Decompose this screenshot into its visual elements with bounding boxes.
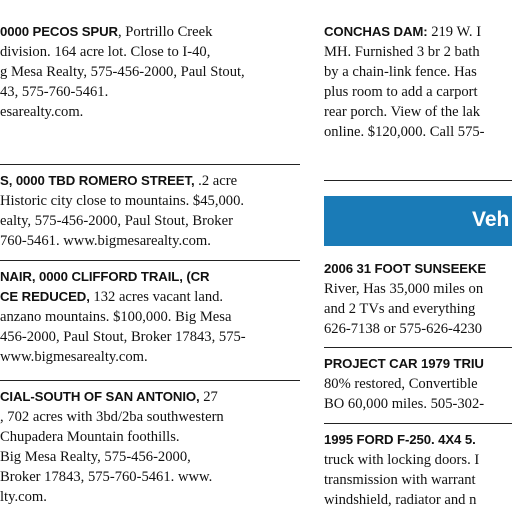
divider (324, 180, 512, 181)
listing-conchas-dam: CONCHAS DAM: 219 W. I MH. Furnished 3 br 2 bath by a chain-link fence. Has plus room to add a carport rear porch. View of the lak online. $120,000. Call 575- (324, 24, 485, 140)
listing-heading: CE REDUCED, (0, 289, 90, 304)
listing-heading: PROJECT CAR 1979 TRIU (324, 356, 484, 371)
right-column (324, 0, 512, 512)
listing-heading: 2006 31 FOOT SUNSEEKE (324, 261, 487, 276)
listing-clifford-trail: NAIR, 0000 CLIFFORD TRAIL, (CR CE REDUCED, 132 acres vacant land. anzano mountains. $100,000. Big Mesa 456-2000, Paul Stout, Broker 17843, 575- www.bigmesarealty.com. (0, 269, 246, 365)
listing-pecos-spur: 0000 PECOS SPUR, Portrillo Creek division. 164 acre lot. Close to I-40, g Mesa Realty, 575-456-2000, Paul Stout, 43, 575-760-5461. esarealty.com. (0, 24, 245, 120)
listing-heading: CONCHAS DAM: (324, 24, 428, 39)
listing-heading: 0000 PECOS SPUR (0, 24, 118, 39)
listing-sunseeker: 2006 31 FOOT SUNSEEKE River, Has 35,000 miles on and 2 TVs and everything 626-7138 or 575-626-4230 (324, 261, 487, 337)
listing-heading: CIAL-SOUTH OF SAN ANTONIO, (0, 389, 200, 404)
section-title: Veh (472, 208, 510, 231)
divider (0, 164, 300, 165)
listing-heading: 1995 FORD F-250. 4X4 5. (324, 432, 476, 447)
listing-heading: NAIR, 0000 CLIFFORD TRAIL, (CR (0, 269, 210, 284)
listing-heading: S, 0000 TBD ROMERO STREET, (0, 173, 195, 188)
divider (0, 380, 300, 381)
section-banner-vehicles (324, 196, 512, 246)
divider (0, 260, 300, 261)
listing-san-antonio: CIAL-SOUTH OF SAN ANTONIO, 27 , 702 acres with 3bd/2ba southwestern Chupadera Mountain foothills. Big Mesa Realty, 575-456-2000, Broker 17843, 575-760-5461. www. lty.com. (0, 389, 224, 505)
divider (324, 423, 512, 424)
listing-ford-f250: 1995 FORD F-250. 4X4 5. truck with locking doors. I transmission with warrant windshield, radiator and n (324, 432, 480, 508)
divider (324, 347, 512, 348)
listing-project-car: PROJECT CAR 1979 TRIU 80% restored, Convertible BO 60,000 miles. 505-302- (324, 356, 485, 412)
listing-romero-street: S, 0000 TBD ROMERO STREET, .2 acre Historic city close to mountains. $45,000. ealty, 575-456-2000, Paul Stout, Broker 760-5461. www.bigmesarealty.com. (0, 173, 245, 249)
